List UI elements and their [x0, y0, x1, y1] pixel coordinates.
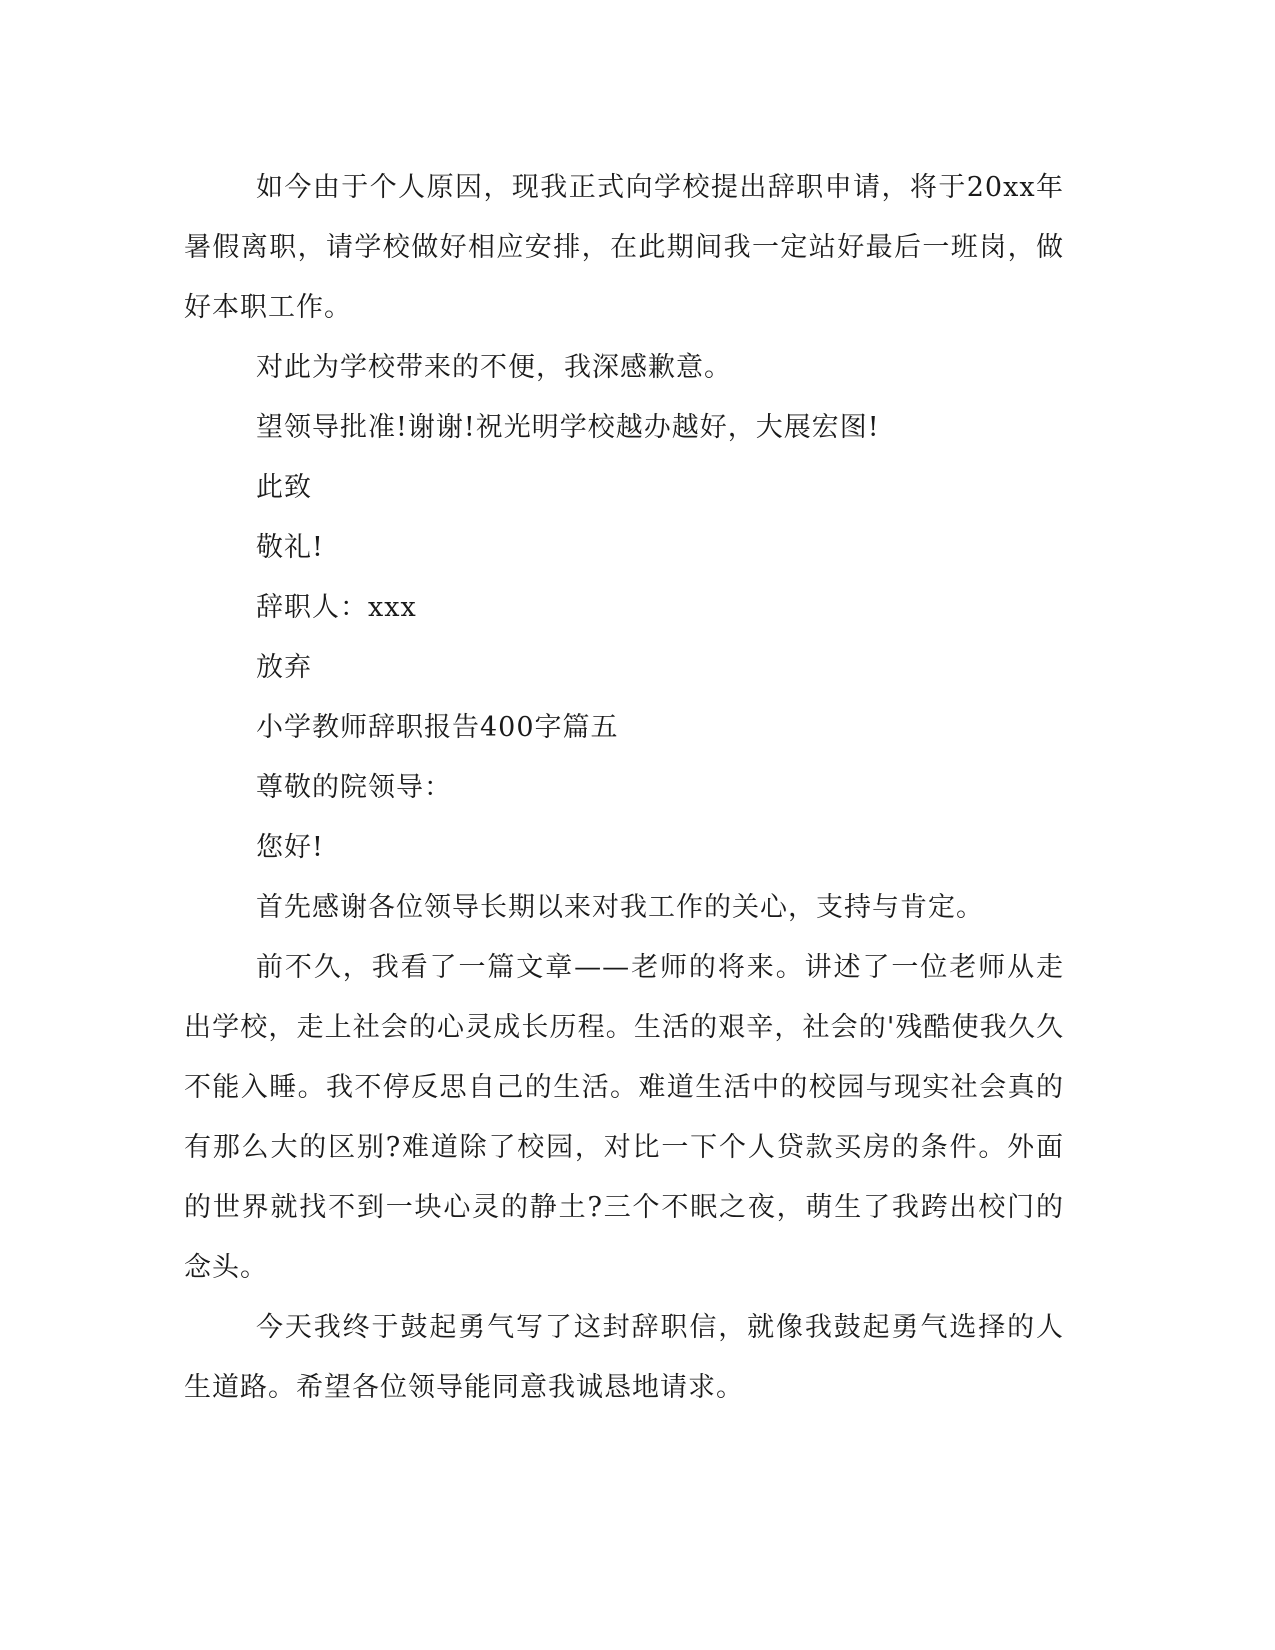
- paragraph-note: 放弃: [256, 652, 312, 683]
- document-body: [184, 158, 1064, 1418]
- paragraph-resignation-reason: 如今由于个人原因，现我正式向学校提出辞职申请，将于20xx年暑假离职，请学校做好相应安排，在此期间我一定站好最后一班岗，做好本职工作。: [184, 172, 1064, 323]
- section-title: 小学教师辞职报告400字篇五: [256, 712, 619, 743]
- paragraph-apology: 对此为学校带来的不便，我深感歉意。: [256, 352, 732, 383]
- signature-line: 辞职人：xxx: [256, 592, 417, 623]
- closing-regards: 敬礼!: [256, 532, 324, 563]
- paragraph-thanks: 首先感谢各位领导长期以来对我工作的关心，支持与肯定。: [256, 892, 984, 923]
- letter-greeting-recipient: 尊敬的院领导：: [256, 772, 452, 803]
- paragraph-decision: 今天我终于鼓起勇气写了这封辞职信，就像我鼓起勇气选择的人生道路。希望各位领导能同意我诚恳地请求。: [184, 1312, 1064, 1403]
- closing-salutation: 此致: [256, 472, 312, 503]
- paragraph-wishes: 望领导批准!谢谢!祝光明学校越办越好，大展宏图!: [256, 412, 880, 443]
- letter-greeting: 您好!: [256, 832, 324, 863]
- paragraph-story: 前不久，我看了一篇文章——老师的将来。讲述了一位老师从走出学校，走上社会的心灵成长历程。生活的艰辛，社会的'残酷使我久久不能入睡。我不停反思自己的生活。难道生活中的校园与现实社会真的有那么大的区别?难道除了校园，对比一下个人贷款买房的条件。外面的世界就找不到一块心灵的静土?三个不眠之夜，萌生了我跨出校门的念头。: [184, 952, 1064, 1283]
